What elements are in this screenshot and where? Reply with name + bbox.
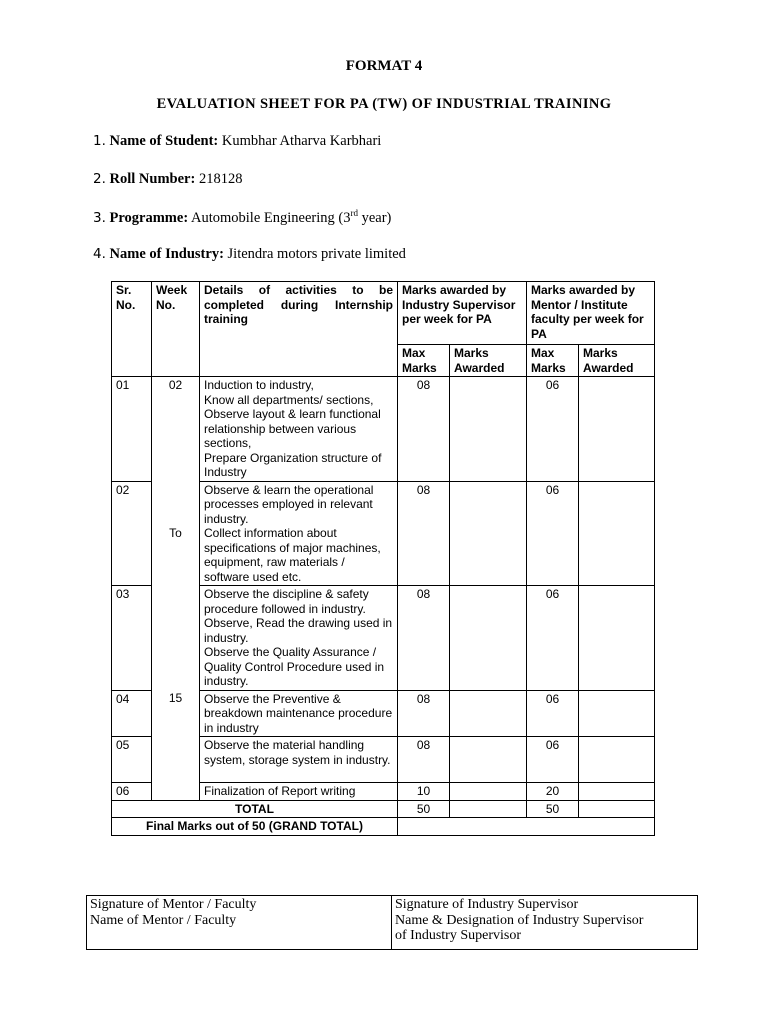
total-mentor-awarded[interactable] <box>579 800 655 818</box>
detail-line: Observe the Quality Assurance / Quality Control Procedure used in industry. <box>204 645 385 688</box>
details-cell <box>200 783 398 801</box>
mentor-marks-awarded[interactable] <box>579 481 655 586</box>
mentor-max-marks: 06 <box>527 586 579 691</box>
subheader-max-marks: Max Marks <box>527 345 579 377</box>
col-header-sr: Sr. No. <box>112 282 152 377</box>
field-student-name <box>93 133 381 150</box>
field-number: 3. <box>93 209 106 226</box>
value-suffix: year) <box>357 209 392 226</box>
details-cell <box>200 586 398 691</box>
supervisor-signature-cell[interactable] <box>392 896 698 950</box>
field-value: Kumbhar Atharva Karbhari <box>221 133 382 149</box>
mentor-max-marks: 06 <box>527 377 579 482</box>
mentor-signature-cell[interactable] <box>87 896 392 950</box>
subheader-marks-awarded: Marks Awarded <box>579 345 655 377</box>
sig-line: Name of Mentor / Faculty <box>90 912 237 928</box>
table-row <box>112 783 655 801</box>
mentor-max-marks: 06 <box>527 481 579 586</box>
sr-cell: 01 <box>112 377 152 482</box>
subheader-marks-awarded: Marks Awarded <box>450 345 527 377</box>
week-cell <box>152 783 200 801</box>
subheader-max-marks: Max Marks <box>398 345 450 377</box>
details-cell <box>200 481 398 586</box>
sig-line: Signature of Mentor / Faculty <box>90 897 257 912</box>
table-row <box>112 377 655 482</box>
field-roll-number <box>93 171 242 188</box>
industry-max-marks: 10 <box>398 783 450 801</box>
mentor-max-marks: 06 <box>527 690 579 737</box>
value-superscript: rd <box>350 208 358 218</box>
industry-max-marks: 08 <box>398 586 450 691</box>
detail-line: Induction to industry, <box>204 378 314 392</box>
field-programme <box>93 208 391 227</box>
total-label: TOTAL <box>112 800 398 818</box>
detail-line: Observe & learn the operational processes employed in relevant industry. <box>204 482 374 526</box>
week-cell <box>152 586 200 691</box>
week-cell: To <box>152 481 200 586</box>
industry-max-marks: 08 <box>398 690 450 737</box>
industry-marks-awarded[interactable] <box>450 783 527 801</box>
total-row <box>112 800 655 818</box>
mentor-marks-awarded[interactable] <box>579 783 655 801</box>
field-industry <box>93 246 406 263</box>
detail-line: Prepare Organization structure of Industry <box>204 450 382 479</box>
sr-cell: 05 <box>112 737 152 783</box>
format-heading: FORMAT 4 <box>345 58 423 74</box>
total-industry-awarded[interactable] <box>450 800 527 818</box>
table-row <box>112 737 655 783</box>
total-mentor-marks: 50 <box>527 800 579 818</box>
mentor-marks-awarded[interactable] <box>579 737 655 783</box>
industry-max-marks: 08 <box>398 377 450 482</box>
table-row <box>112 586 655 691</box>
col-header-industry: Marks awarded by Industry Supervisor per week for PA <box>398 282 527 345</box>
industry-marks-awarded[interactable] <box>450 737 527 783</box>
industry-max-marks: 08 <box>398 481 450 586</box>
field-label: Programme: <box>109 209 189 226</box>
mentor-max-marks: 06 <box>527 737 579 783</box>
field-label: Name of Student: <box>109 133 219 149</box>
sig-line: of Industry Supervisor <box>395 928 521 943</box>
sr-cell: 06 <box>112 783 152 801</box>
grand-total-value[interactable] <box>398 818 655 836</box>
detail-line: Observe the discipline & safety procedure followed in industry. <box>204 587 369 616</box>
sig-line: Signature of Industry Supervisor <box>395 897 579 912</box>
detail-line: Collect information about specifications of major machines, equipment, raw materials / software used etc. <box>204 526 381 584</box>
col-header-mentor: Marks awarded by Mentor / Institute faculty per week for PA <box>527 282 655 345</box>
industry-marks-awarded[interactable] <box>450 377 527 482</box>
detail-line: Observe, Read the drawing used in industry. <box>204 616 393 645</box>
field-number: 1. <box>93 133 106 149</box>
header-row <box>112 282 655 345</box>
detail-line: Observe layout & learn functional relationship between various sections, <box>204 407 381 450</box>
sr-cell: 03 <box>112 586 152 691</box>
week-cell <box>152 737 200 783</box>
details-cell <box>200 377 398 482</box>
field-label: Name of Industry: <box>109 246 224 262</box>
signature-table <box>86 895 698 950</box>
value-prefix: Automobile Engineering (3 <box>190 209 351 226</box>
mentor-marks-awarded[interactable] <box>579 377 655 482</box>
col-header-details: Details of activities to be completed during Internship training <box>200 282 398 377</box>
field-number: 2. <box>93 171 106 187</box>
field-label: Roll Number: <box>109 171 196 187</box>
signature-row <box>87 896 698 950</box>
field-value <box>191 210 391 226</box>
table-row <box>112 690 655 737</box>
mentor-marks-awarded[interactable] <box>579 690 655 737</box>
grand-total-row <box>112 818 655 836</box>
industry-marks-awarded[interactable] <box>450 481 527 586</box>
details-cell <box>200 690 398 737</box>
detail-line: Know all departments/ sections, <box>204 392 374 407</box>
sr-cell: 04 <box>112 690 152 737</box>
sig-line: Name & Designation of Industry Supervisor <box>395 912 644 928</box>
week-cell: 15 <box>152 690 200 737</box>
mentor-marks-awarded[interactable] <box>579 586 655 691</box>
document-title: EVALUATION SHEET FOR PA (TW) OF INDUSTRIAL TRAINING <box>156 96 612 112</box>
field-number: 4. <box>93 246 106 262</box>
sr-cell: 02 <box>112 481 152 586</box>
detail-line: Observe the Preventive & breakdown maintenance procedure in industry <box>204 691 393 735</box>
detail-line: Observe the material handling system, storage system in industry. <box>204 738 391 767</box>
industry-max-marks: 08 <box>398 737 450 783</box>
industry-marks-awarded[interactable] <box>450 586 527 691</box>
table-row <box>112 481 655 586</box>
detail-line: Finalization of Report writing <box>204 784 356 798</box>
evaluation-table <box>111 281 655 836</box>
week-cell: 02 <box>152 377 200 482</box>
field-value: 218128 <box>198 171 243 187</box>
col-header-week: Week No. <box>152 282 200 377</box>
details-cell <box>200 737 398 783</box>
total-industry-marks: 50 <box>398 800 450 818</box>
field-value: Jitendra motors private limited <box>227 246 406 262</box>
industry-marks-awarded[interactable] <box>450 690 527 737</box>
mentor-max-marks: 20 <box>527 783 579 801</box>
grand-total-label: Final Marks out of 50 (GRAND TOTAL) <box>112 818 398 836</box>
